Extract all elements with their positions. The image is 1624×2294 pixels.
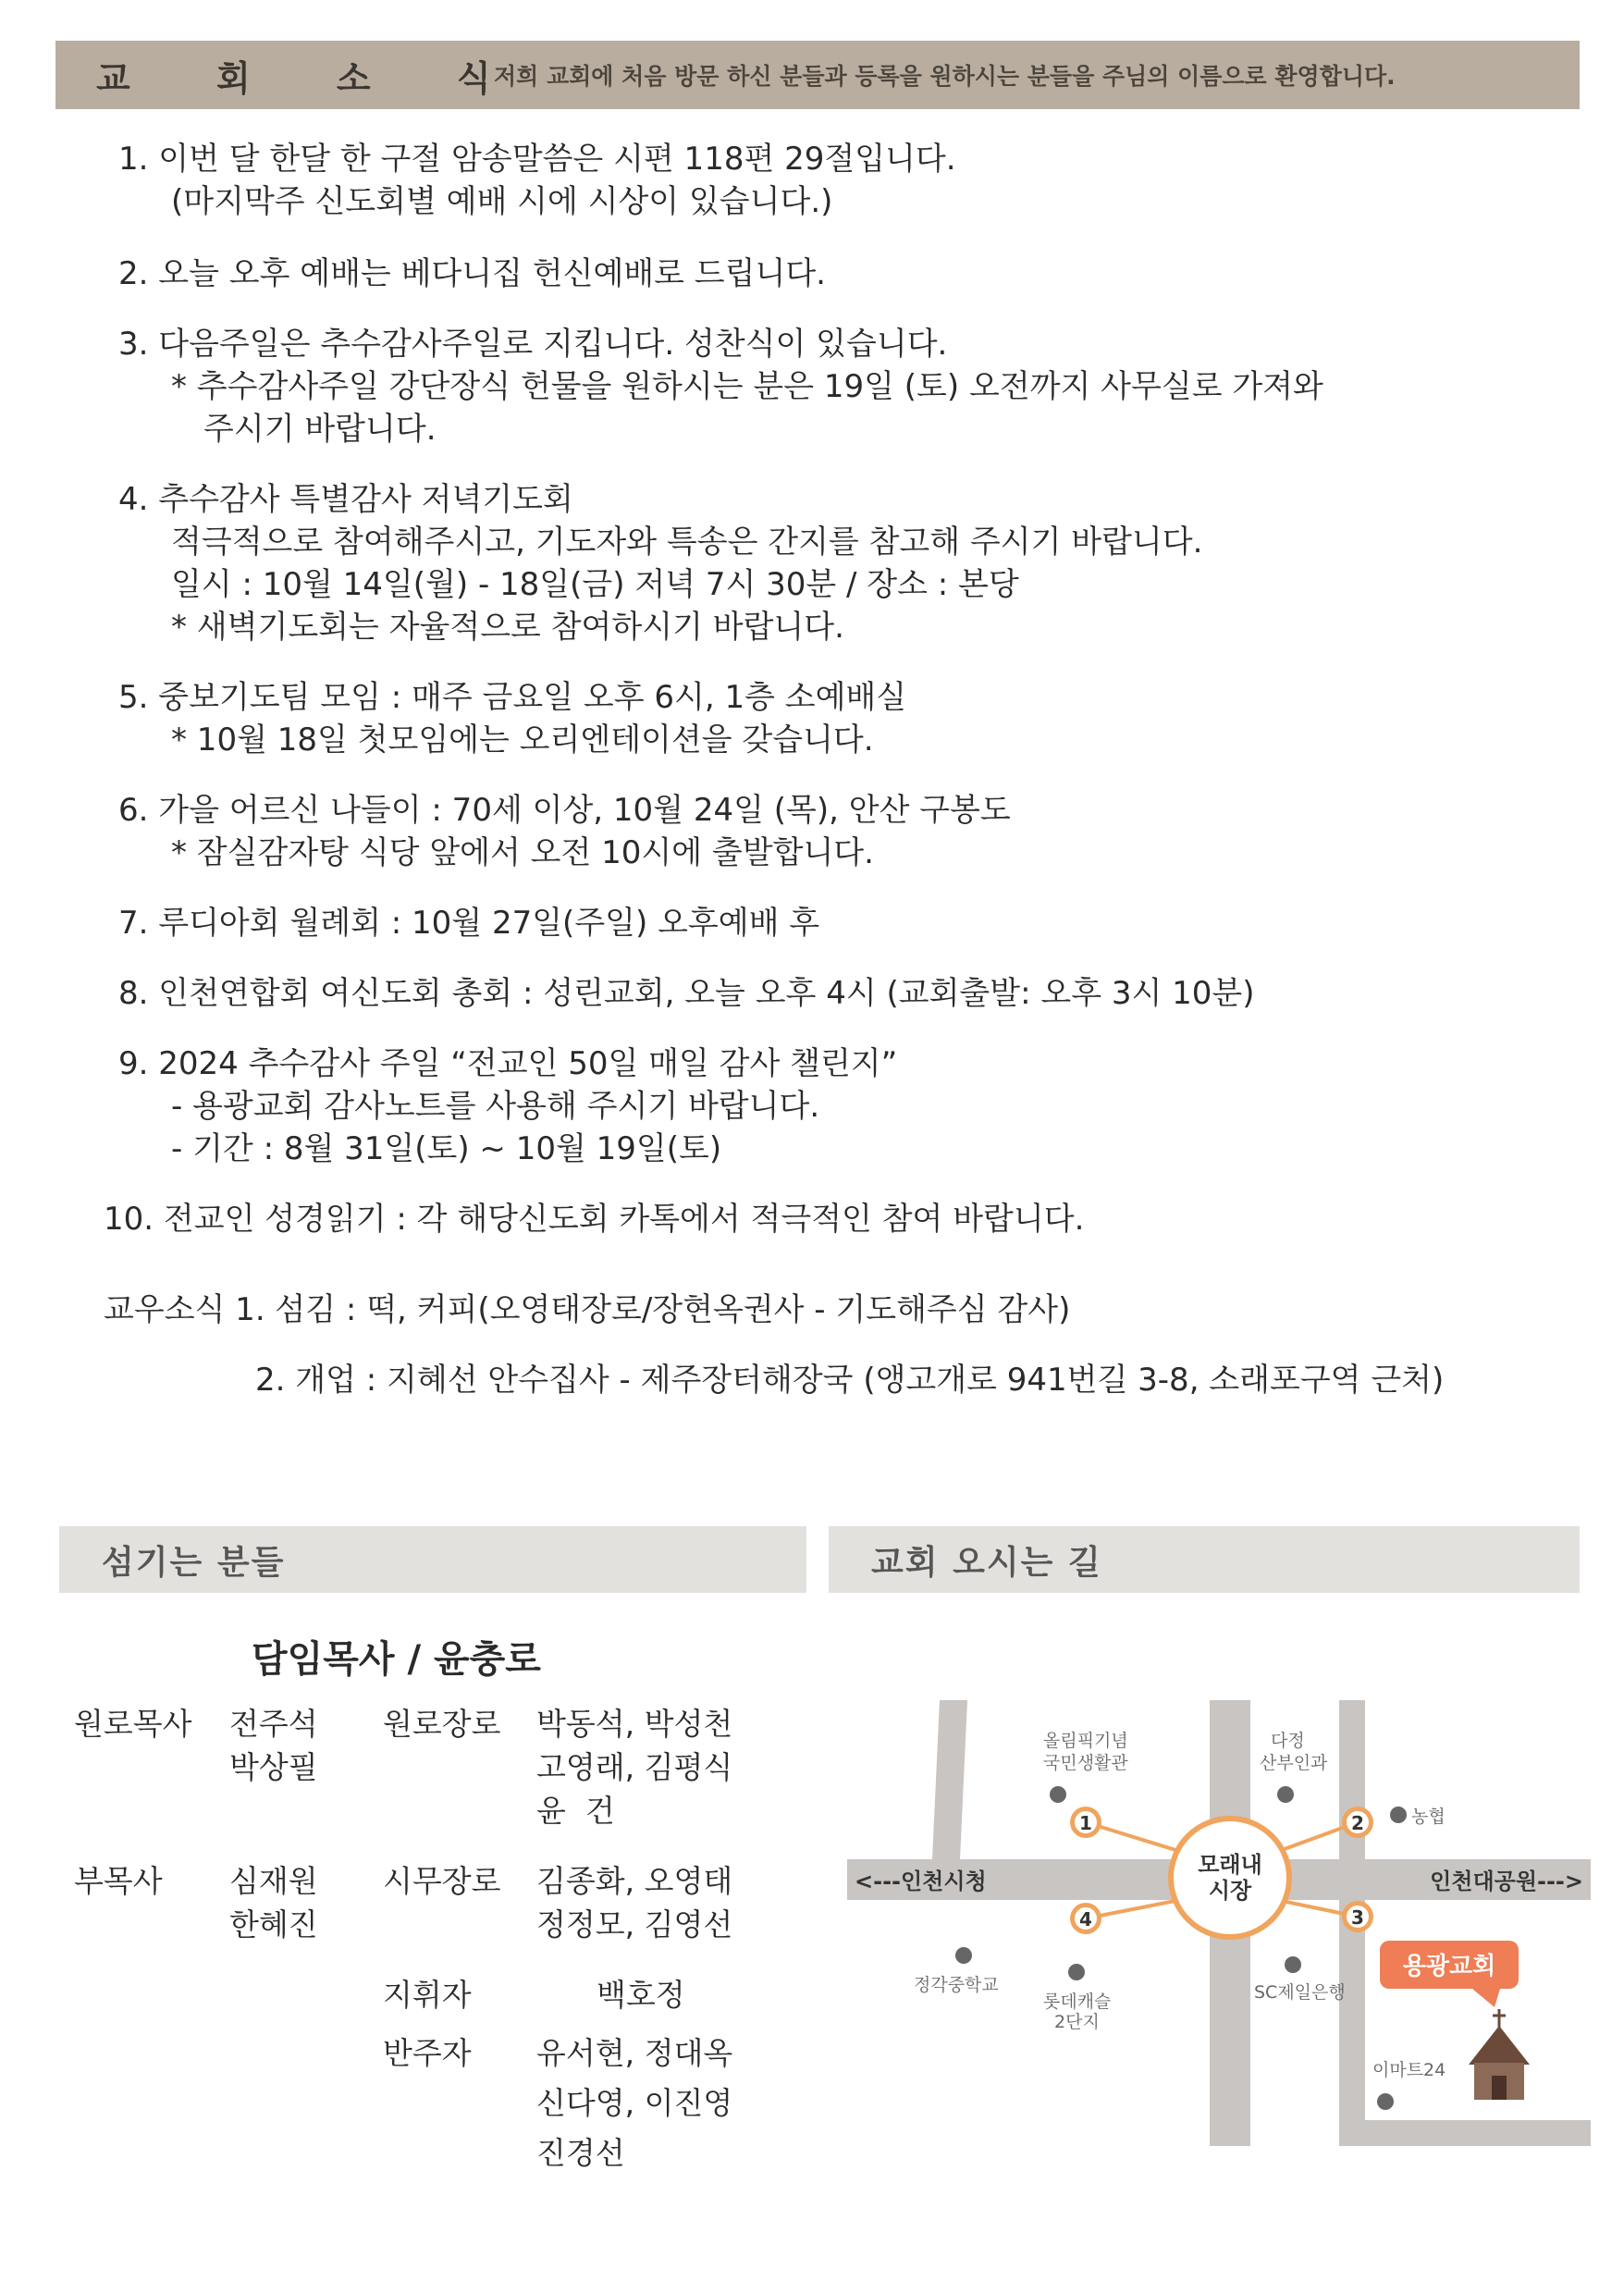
notice-5: 5. 중보기도팀 모임 : 매주 금요일 오후 6시, 1층 소예배실 xyxy=(118,679,907,716)
church-callout xyxy=(1380,1941,1519,2007)
servers-section-bar xyxy=(59,1526,806,1593)
marker-4 xyxy=(1070,1903,1101,1934)
marker-label: 1 xyxy=(1079,1812,1092,1834)
landmark-label: 이마트24 xyxy=(1372,2060,1446,2080)
notice-10: 10. 전교인 성경읽기 : 각 해당신도회 카톡에서 적극적인 참여 바랍니다. xyxy=(104,1201,1085,1238)
role-label: 지휘자 xyxy=(383,1977,472,2013)
notice-3-note: * 추수감사주일 강단장식 헌물을 원하시는 분은 19일 (토) 오전까지 사무실로 가져와 xyxy=(171,368,1323,405)
staff-name: 신다영, 이진영 xyxy=(536,2085,733,2121)
welcome-message: 저희 교회에 처음 방문 하신 분들과 등록을 원하시는 분들을 주님의 이름으로 환영합니다. xyxy=(494,63,1396,90)
notice-2: 2. 오늘 오후 예배는 베다니집 헌신예배로 드립니다. xyxy=(118,255,826,292)
notice-7: 7. 루디아회 월례회 : 10월 27일(주일) 오후예배 후 xyxy=(118,905,820,942)
notice-8: 8. 인천연합회 여신도회 총회 : 성린교회, 오늘 오후 4시 (교회출발: 오후 3시 10분) xyxy=(118,975,1255,1012)
role-label: 원로장로 xyxy=(383,1706,501,1742)
market-label: 모래내 xyxy=(1198,1852,1262,1878)
marker-2 xyxy=(1342,1807,1373,1838)
notice-1-note: (마지막주 신도회별 예배 시에 시상이 있습니다.) xyxy=(171,183,833,220)
church-map xyxy=(847,1684,1591,2155)
road-bottom xyxy=(1365,2120,1591,2146)
marker-3 xyxy=(1342,1901,1373,1932)
staff-name: 백호정 xyxy=(597,1977,685,2013)
staff-name: 김종화, 오영태 xyxy=(536,1863,733,1899)
marker-label: 4 xyxy=(1079,1908,1092,1930)
lotte-dot xyxy=(1068,1964,1085,1980)
notice-5-note: * 10월 18일 첫모임에는 오리엔테이션을 갖습니다. xyxy=(171,722,874,758)
notice-4-schedule: 일시 : 10월 14일(월) - 18일(금) 저녁 7시 30분 / 장소 : 본당 xyxy=(171,566,1019,603)
clinic-dot xyxy=(1277,1786,1294,1803)
staff-name: 진경선 xyxy=(536,2135,625,2171)
notice-6-note: * 잠실감자탕 식당 앞에서 오전 10시에 출발합니다. xyxy=(171,834,874,871)
notice-4-detail: 적극적으로 참여해주시고, 기도자와 특송은 간지를 참고해 주시기 바랍니다. xyxy=(171,524,1203,561)
servers-section-title: 섬기는 분들 xyxy=(102,1543,286,1582)
notice-1: 1. 이번 달 한달 한 구절 암송말씀은 시편 118편 29절입니다. xyxy=(118,141,956,178)
landmark-label: 정각중학교 xyxy=(914,1975,999,1995)
staff-name: 고영래, 김평식 xyxy=(536,1749,733,1785)
notice-9-period: - 기간 : 8월 31일(토) ~ 10월 19일(토) xyxy=(171,1130,722,1167)
olympic-dot xyxy=(1050,1786,1066,1803)
landmark-label: 산부인과 xyxy=(1260,1753,1328,1773)
landmark-label: 롯데캐슬 xyxy=(1043,1992,1112,2012)
church-icon xyxy=(1469,2009,1530,2100)
bank-dot xyxy=(1390,1807,1407,1823)
head-pastor: 담임목사 / 윤충로 xyxy=(252,1638,541,1681)
school-dot xyxy=(955,1947,972,1964)
market-label: 시장 xyxy=(1208,1878,1252,1904)
staff-name: 박동석, 박성천 xyxy=(536,1706,733,1742)
sc-bank-dot xyxy=(1285,1956,1301,1973)
staff-name: 박상필 xyxy=(229,1749,318,1785)
header-bar xyxy=(55,41,1580,109)
notice-6: 6. 가을 어르신 나들이 : 70세 이상, 10월 24일 (목), 안산 구봉도 xyxy=(118,792,1011,829)
emart-dot xyxy=(1377,2093,1394,2110)
landmark-label: 국민생활관 xyxy=(1043,1753,1128,1773)
landmark-label: 다정 xyxy=(1271,1731,1305,1751)
landmark-label: 농협 xyxy=(1411,1807,1446,1827)
role-label: 시무장로 xyxy=(383,1863,501,1899)
directions-section-bar xyxy=(829,1526,1580,1593)
staff-name: 유서현, 정대옥 xyxy=(536,2035,733,2071)
left-direction: <---인천시청 xyxy=(855,1868,987,1894)
notice-4: 4. 추수감사 특별감사 저녁기도회 xyxy=(118,481,573,518)
directions-section-title: 교회 오시는 길 xyxy=(871,1543,1102,1582)
right-direction: 인천대공원---> xyxy=(1430,1868,1583,1894)
landmark-label: SC제일은행 xyxy=(1254,1982,1346,2003)
staff-name: 한혜진 xyxy=(229,1906,318,1942)
church-label: 용광교회 xyxy=(1402,1953,1496,1980)
page-title: 교 회 소 식 xyxy=(96,57,528,99)
road-south xyxy=(1339,1900,1365,2146)
staff-name: 윤 건 xyxy=(536,1793,615,1829)
notice-3: 3. 다음주일은 추수감사주일로 지킵니다. 성찬식이 있습니다. xyxy=(118,326,948,363)
member-news-2: 2. 개업 : 지혜선 안수집사 - 제주장터해장국 (앵고개로 941번길 3-8, 소래포구역 근처) xyxy=(255,1362,1445,1399)
road-olympic xyxy=(932,1700,967,1859)
notice-9-detail: - 용광교회 감사노트를 사용해 주시기 바랍니다. xyxy=(171,1088,820,1125)
marker-label: 2 xyxy=(1351,1812,1364,1834)
notice-3-note-cont: 주시기 바랍니다. xyxy=(203,411,437,448)
landmark-label: 2단지 xyxy=(1054,2012,1100,2032)
role-label: 반주자 xyxy=(383,2035,472,2071)
role-label: 원로목사 xyxy=(74,1706,192,1742)
marker-label: 3 xyxy=(1351,1906,1364,1929)
staff-name: 심재원 xyxy=(229,1863,318,1899)
notice-9: 9. 2024 추수감사 주일 “전교인 50일 매일 감사 챌린지” xyxy=(118,1045,898,1082)
role-label: 부목사 xyxy=(74,1863,163,1899)
marker-1 xyxy=(1070,1807,1101,1838)
notice-4-note: * 새벽기도회는 자율적으로 참여하시기 바랍니다. xyxy=(171,609,844,646)
staff-name: 정정모, 김영선 xyxy=(536,1906,733,1942)
landmark-label: 올림픽기념 xyxy=(1043,1731,1128,1751)
member-news-1: 교우소식 1. 섬김 : 떡, 커피(오영태장로/장현옥권사 - 기도해주심 감사) xyxy=(104,1291,1071,1328)
staff-name: 전주석 xyxy=(229,1706,318,1742)
